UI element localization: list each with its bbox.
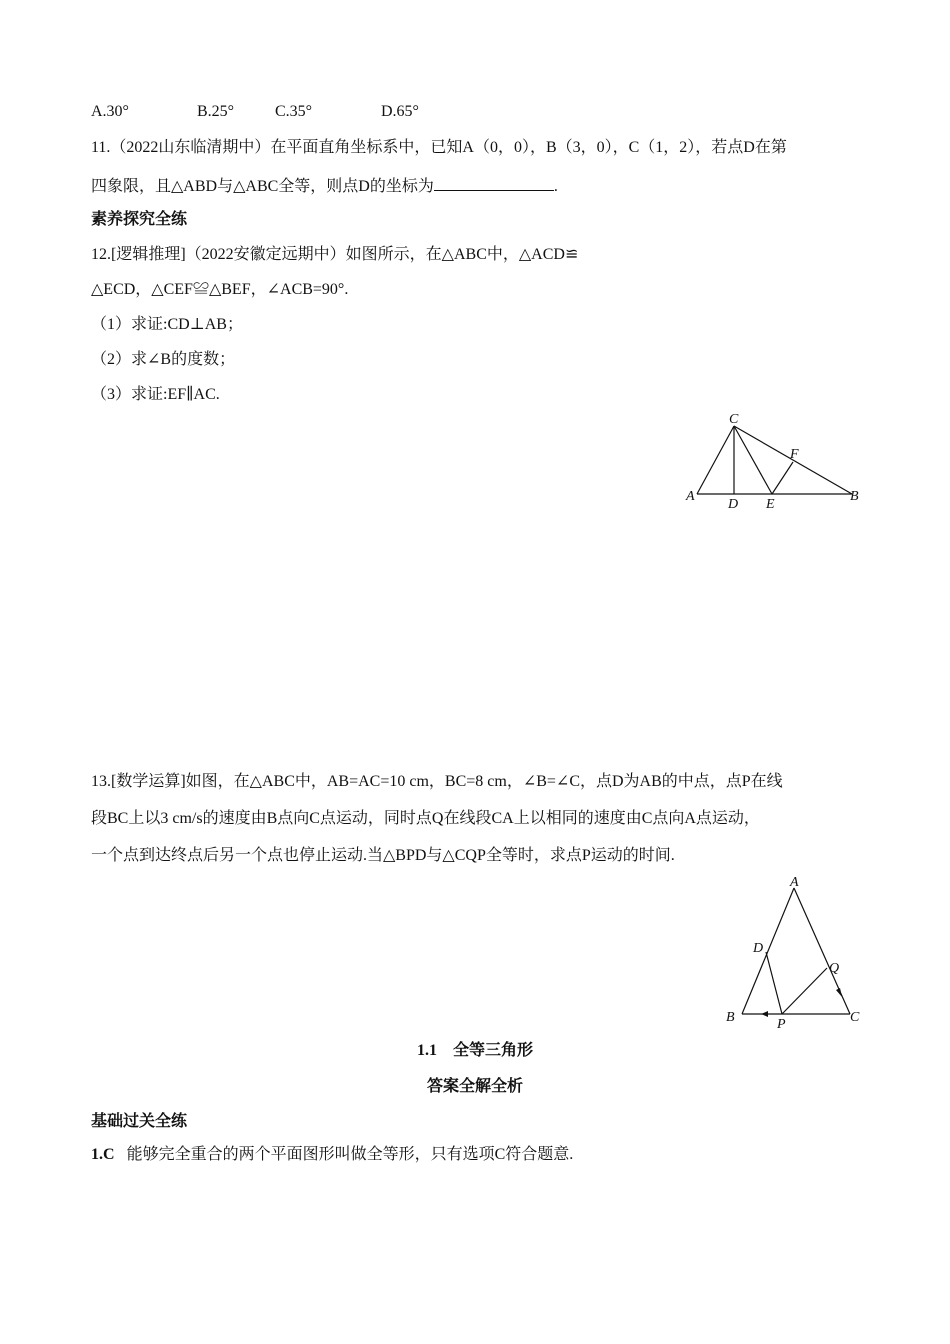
q12-part3: （3）求证:EF∥AC. [91, 386, 220, 403]
q12-line2: △ECD，△CEF≌△BEF，∠ACB=90°. [91, 281, 349, 298]
label-a: A [686, 489, 695, 504]
segment-ac [697, 426, 734, 494]
label-d: D [753, 941, 764, 956]
label-c: C [729, 412, 739, 427]
choice-a: A.30° [91, 103, 129, 120]
q13-line2: 段BC上以3 cm/s的速度由B点向C点运动，同时点Q在线段CA上以相同的速度由C点向A点运动， [91, 810, 760, 827]
section-heading-basic: 基础过关全练 [91, 1113, 188, 1130]
choice-b: B.25° [197, 103, 235, 120]
choice-d: D.65° [381, 103, 419, 120]
label-a: A [790, 875, 799, 890]
segment-pq [782, 968, 827, 1014]
q13-line1: 13.[数学运算]如图，在△ABC中，AB=AC=10 cm，BC=8 cm，∠B=∠C，点D为AB的中点，点P在线 [91, 773, 783, 790]
q12-triangle-figure [680, 410, 870, 515]
q12-part2: （2）求∠B的度数； [91, 351, 236, 368]
answer-1 [91, 1145, 573, 1165]
label-e: E [766, 497, 775, 512]
label-p: P [777, 1017, 786, 1030]
label-b: B [726, 1010, 735, 1025]
q11-line2-end: . [553, 178, 558, 195]
q13-triangle-figure [720, 872, 870, 1030]
answers-section-title: 1.1 全等三角形 [416, 1042, 533, 1059]
segment-ce [734, 426, 772, 494]
segment-dp [766, 952, 782, 1014]
label-f: F [790, 447, 799, 462]
arrow-bp-icon [761, 1011, 768, 1017]
section-heading-explore: 素养探究全练 [91, 211, 188, 228]
choice-c: C.35° [275, 103, 313, 120]
segment-ab [742, 888, 794, 1014]
answer-1-label: 1.C [91, 1146, 115, 1163]
label-q: Q [829, 961, 840, 976]
segment-ef [772, 462, 793, 494]
answer-blank [434, 174, 554, 191]
q12-part1: （1）求证:CD⊥AB； [91, 316, 243, 333]
answer-1-text: 能够完全重合的两个平面图形叫做全等形，只有选项C符合题意. [126, 1146, 574, 1163]
q11-line2 [91, 174, 558, 197]
q13-line3: 一个点到达终点后另一个点也停止运动.当△BPD与△CQP全等时，求点P运动的时间. [91, 847, 675, 864]
answers-subtitle: 答案全解全析 [426, 1078, 523, 1095]
q12-line1: 12.[逻辑推理]（2022安徽定远期中）如图所示，在△ABC中，△ACD≌ [91, 246, 579, 263]
label-b: B [850, 489, 859, 504]
label-d: D [728, 497, 739, 512]
label-c: C [850, 1010, 860, 1025]
q11-line2-text: 四象限，且△ABD与△ABC全等，则点D的坐标为 [91, 178, 434, 195]
q11-line1: 11.（2022山东临清期中）在平面直角坐标系中，已知A（0，0），B（3，0），C（1，2），若点D在第 [91, 139, 787, 156]
segment-ac [794, 888, 850, 1014]
